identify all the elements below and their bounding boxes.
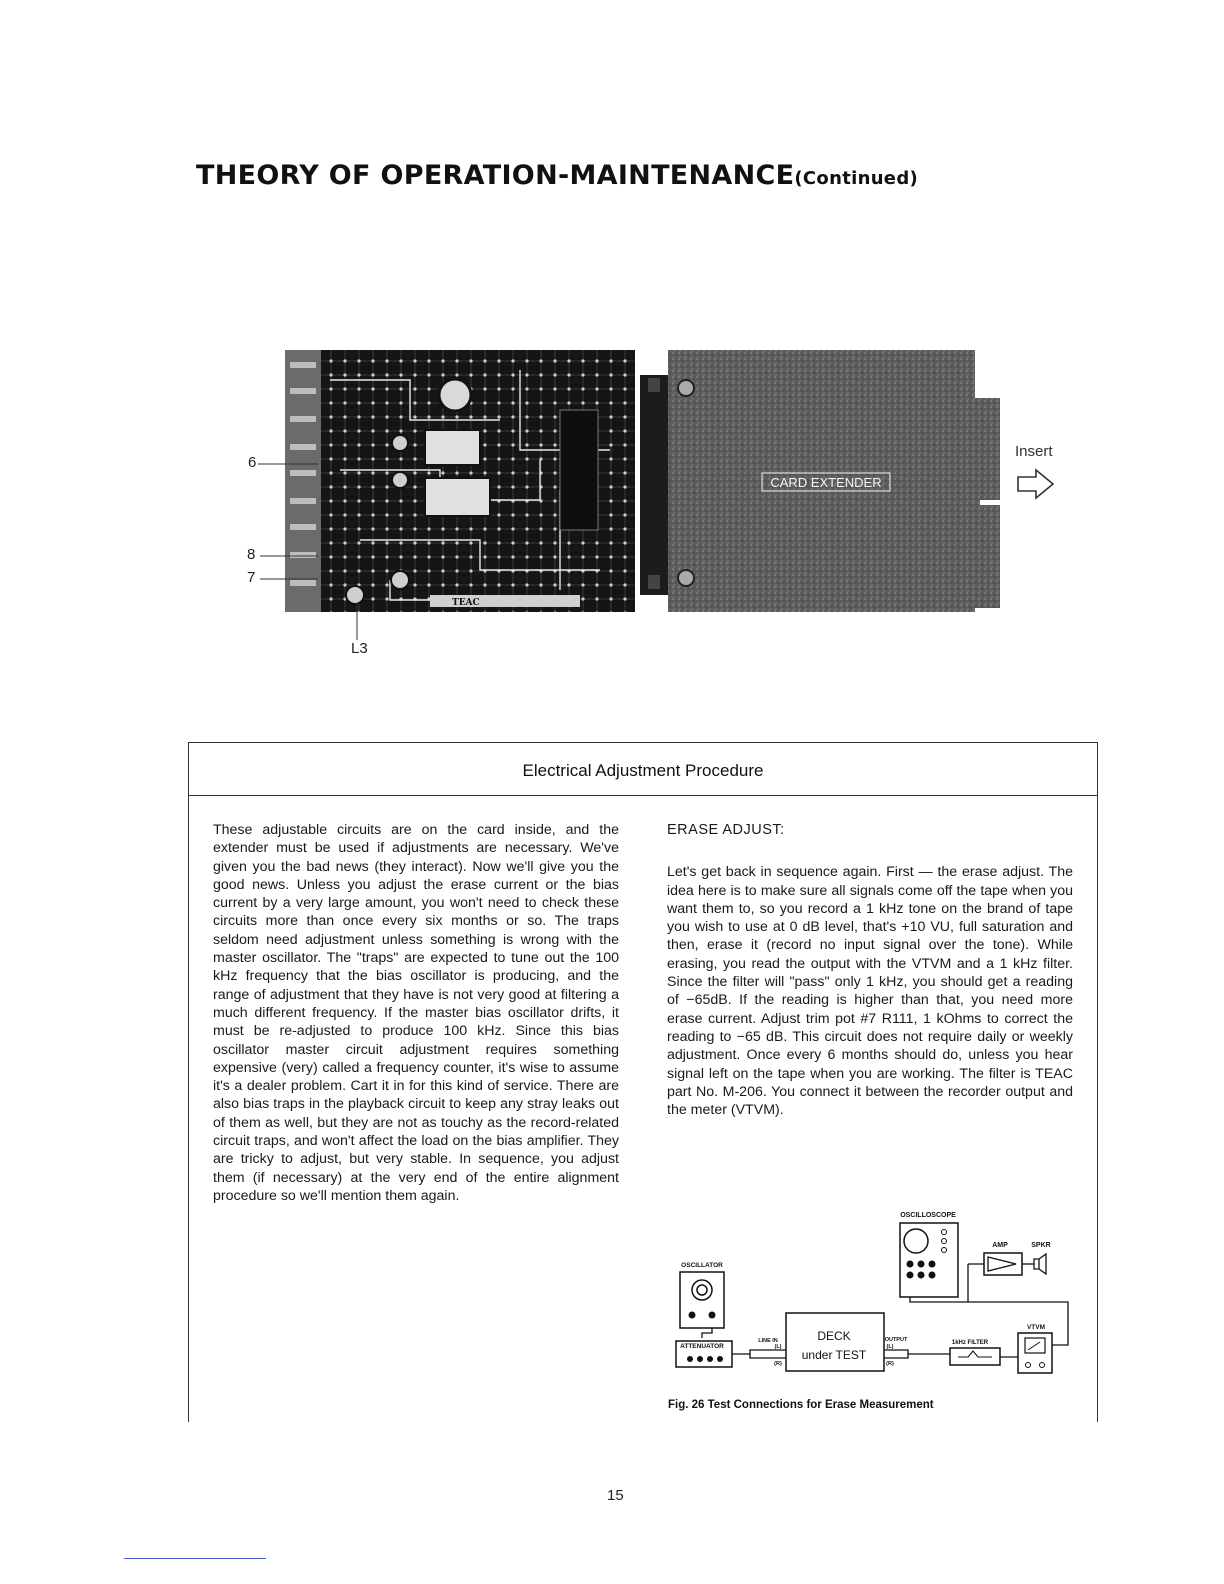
page-title-main: THEORY OF OPERATION-MAINTENANCE [196, 160, 795, 191]
card-extender-text: CARD EXTENDER [770, 475, 882, 490]
output-label: OUTPUT [884, 1337, 908, 1343]
callout-8: 8 [247, 546, 256, 563]
line-in-l-label: (L) [774, 1344, 782, 1350]
erase-adjust-text: Let's get back in sequence again. First — the erase adjust. The idea here is to make sure all signals come off the tape when you want them to, so you record a 1 kHz tone on the brand of tape you wish to use at 0 dB level, that's +10 VU, full saturation and then, erase it (record no input signal over the tone). While erasing, you read the output with the VTVM and a 1 kHz filter. Since the filter will "pass" only 1 kHz, you should get a reading of −65dB. If the reading is higher than that, you need more erase current. Adjust trim pot #7 R111, 1 kOhms to correct the reading to −65 dB. This circuit does not require daily or weekly adjustment. Once every 6 months should do, unless you hear signal left on the tape when you are working. The filter is TEAC part No. M-206. You connect it between the recorder output and the meter (VTVM). [667, 864, 1073, 1119]
insert-label: Insert [1015, 443, 1053, 460]
page-title [196, 160, 918, 191]
procedure-heading: Electrical Adjustment Procedure [189, 743, 1097, 796]
output-r-label: (R) [886, 1361, 894, 1367]
board-brand-text: TEAC [452, 598, 480, 608]
amp-label: AMP [992, 1242, 1008, 1249]
speaker-icon [1034, 1254, 1046, 1274]
output-l-label: (L) [886, 1344, 894, 1350]
card-extender-photo [240, 340, 1080, 670]
oscilloscope-label: OSCILLOSCOPE [900, 1212, 956, 1219]
filter-box [950, 1348, 1000, 1365]
callout-7: 7 [247, 569, 256, 586]
page-title-suffix: (Continued) [794, 168, 919, 189]
line-in-label: LINE IN [758, 1338, 778, 1344]
erase-adjust-heading: ERASE ADJUST: [667, 822, 785, 838]
vtvm-label: VTVM [1026, 1324, 1046, 1331]
test-connection-diagram [668, 1205, 1078, 1395]
arrow-right-icon [1016, 468, 1056, 500]
footer-rule [124, 1558, 266, 1559]
line-in-r-label: (R) [774, 1361, 782, 1367]
callout-l3: L3 [351, 640, 368, 657]
page-number: 15 [607, 1487, 624, 1504]
oscilloscope-box [900, 1223, 958, 1297]
deck-label: DECK [817, 1329, 851, 1343]
attenuator-label: ATTENUATOR [680, 1343, 724, 1350]
deck-under-test-label: under TEST [801, 1348, 867, 1362]
callout-6: 6 [248, 454, 257, 471]
amp-box [984, 1253, 1022, 1275]
filter-label: 1kHz FILTER [951, 1340, 989, 1346]
procedure-right-column [667, 821, 1073, 1119]
figure-caption: Fig. 26 Test Connections for Erase Measurement [668, 1399, 934, 1411]
spkr-label: SPKR [1031, 1242, 1051, 1249]
circuit-board-illustration [240, 340, 1080, 670]
oscillator-label: OSCILLATOR [681, 1262, 723, 1269]
procedure-left-column: These adjustable circuits are on the card inside, and the extender must be used if adjustments are necessary. We've given you the bad news (they interact). Now we'll give you the good news. Unless you adjust the erase current or the bias current by a very large amount, you won't need to check these circuits more than once every six months or so. The traps seldom need adjustment unless something is wrong with the master oscillator. The "traps" are expected to tune out the 100 kHz frequency that the bias oscillator is producing, and the range of adjustment that they have is not very good at filtering a much different frequency. If the master bias oscillator drifts, it must be re-adjusted to produce 100 kHz. Since this bias oscillator master circuit adjustment requires something expensive (very) called a frequency counter, it's wise to assume it's a dealer problem. Cart it in for this kind of service. There are also bias traps in the playback circuit to keep any stray leaks out of them as well, but they are not as touchy as the record-related circuit traps, and won't affect the load on the bias amplifier. They are tricky to adjust, but very stable. In sequence, you adjust them (if necessary) at the very end of the entire alignment procedure so we'll mention them again. [213, 822, 619, 1204]
